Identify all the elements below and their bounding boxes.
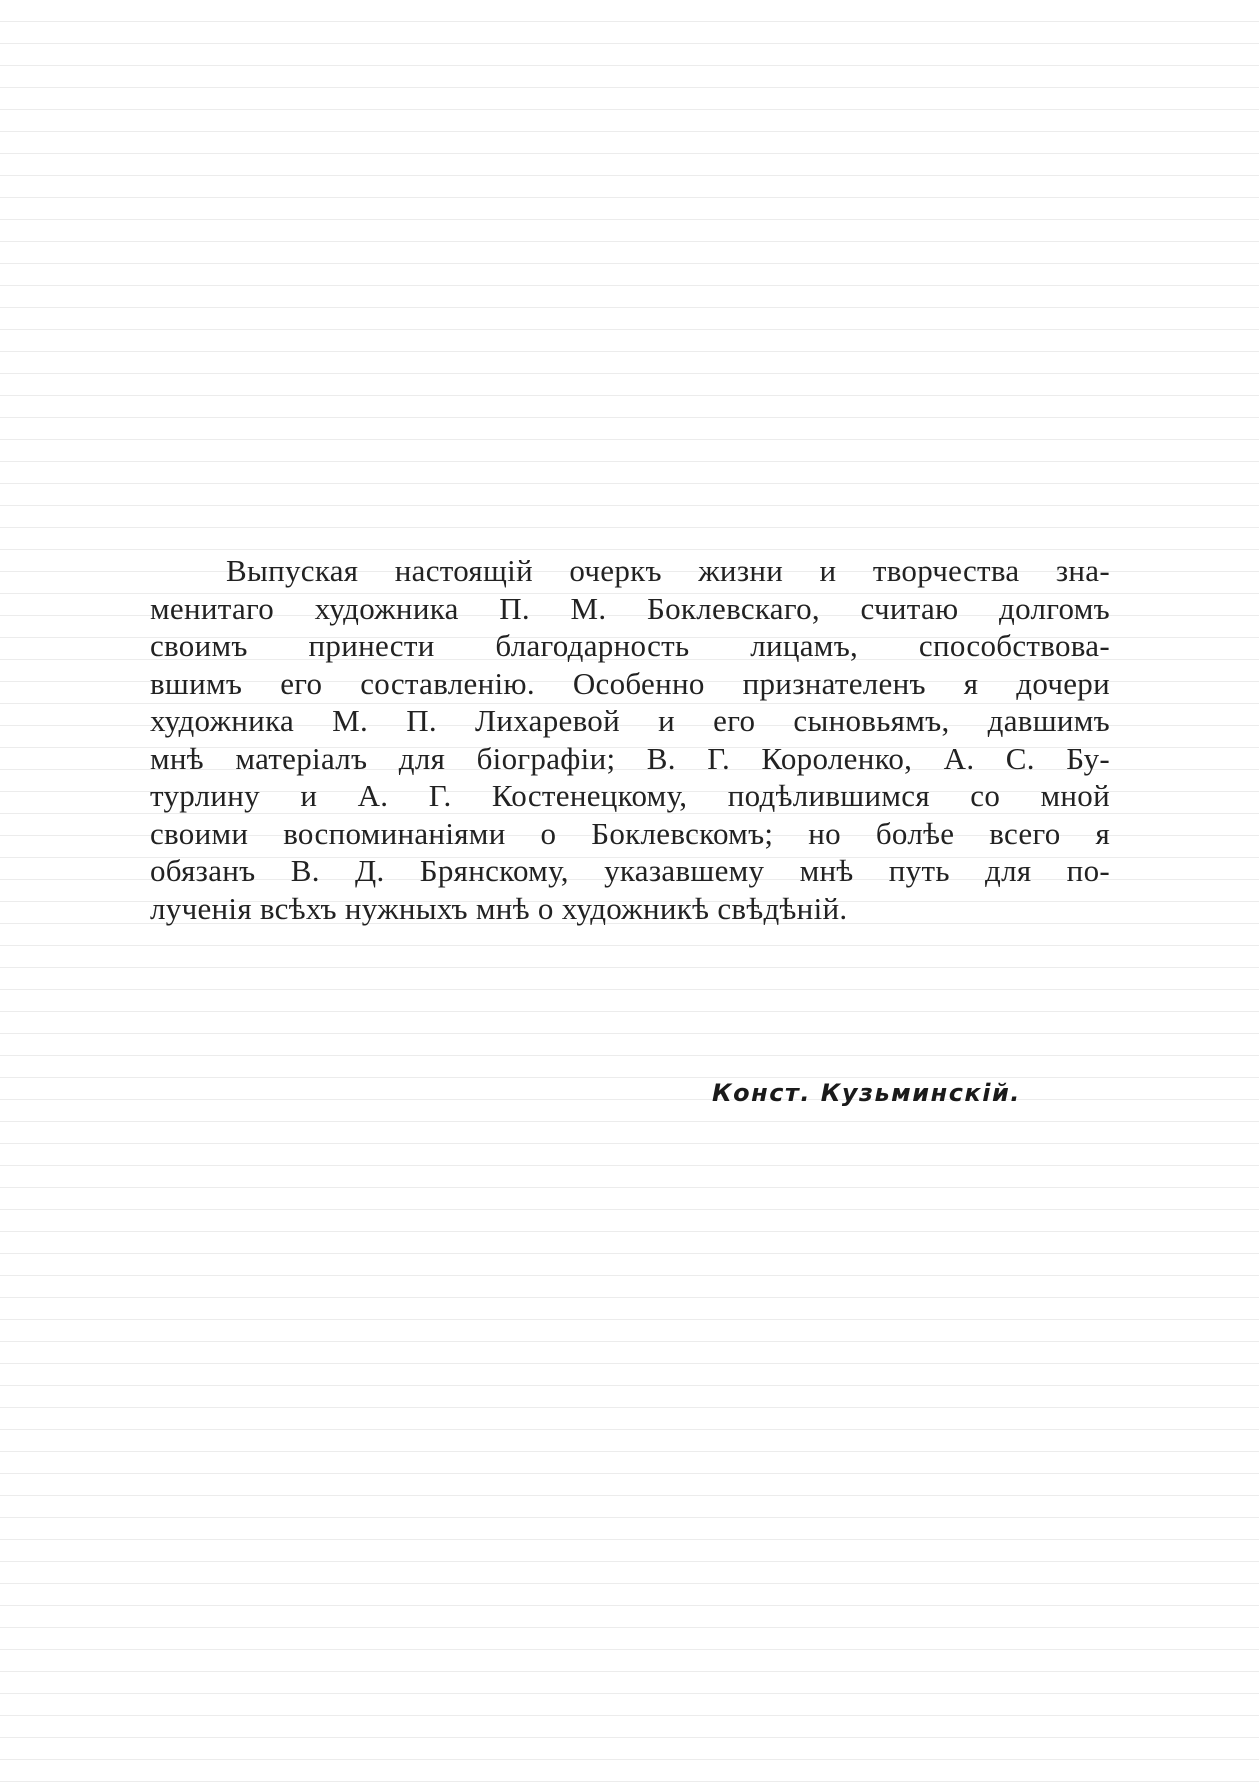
preface-line: вшимъ его составленію. Особенно признателенъ я дочери: [150, 665, 1110, 701]
author-signature: Конст. Кузьминскій.: [712, 1079, 1021, 1107]
preface-paragraph: [150, 552, 1110, 927]
preface-line: Выпуская настоящій очеркъ жизни и творчества зна-: [226, 553, 1110, 588]
preface-line: обязанъ В. Д. Брянскому, указавшему мнѣ путь для по-: [150, 853, 1110, 888]
preface-line: художника М. П. Лихаревой и его сыновьямъ, давшимъ: [150, 703, 1110, 738]
preface-line: лученія всѣхъ нужныхъ мнѣ о художникѣ свѣдѣній.: [150, 890, 848, 926]
preface-line: своимъ принести благодарность лицамъ, способствова-: [150, 628, 1110, 663]
preface-line: турлину и А. Г. Костенецкому, подѣлившимся со мной: [150, 778, 1110, 813]
preface-line: своими воспоминаніями о Боклевскомъ; но болѣе всего я: [150, 815, 1110, 851]
preface-line: менитаго художника П. М. Боклевскаго, считаю долгомъ: [150, 590, 1110, 626]
preface-line: мнѣ матеріалъ для біографіи; В. Г. Короленко, А. С. Бу-: [150, 740, 1110, 776]
